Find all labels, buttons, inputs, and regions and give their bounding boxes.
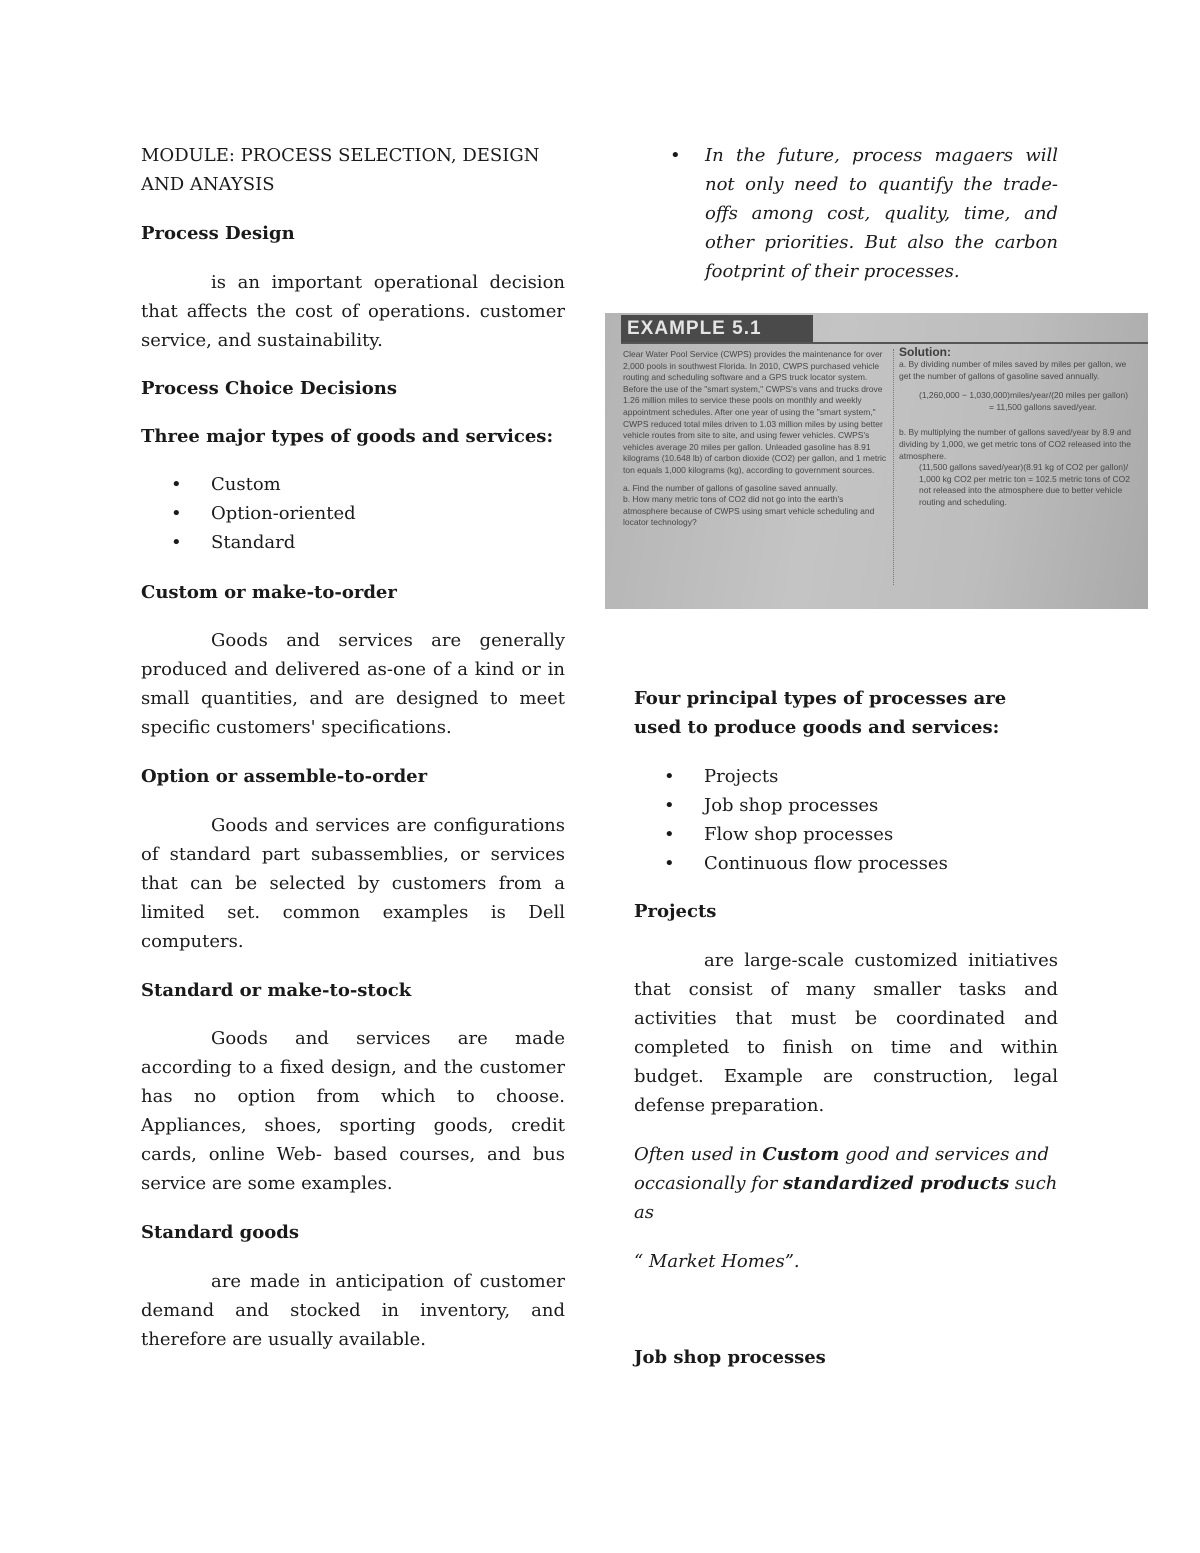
example-photo xyxy=(605,313,1148,609)
process-types-list xyxy=(634,762,948,878)
list-item: • Option-oriented xyxy=(141,499,356,528)
example-solution xyxy=(899,345,1135,509)
process-design-heading: Process Design xyxy=(141,223,295,244)
often-used-part: good and services and occasionally for xyxy=(634,1144,1050,1194)
market-homes: “ Market Homes”. xyxy=(634,1251,800,1272)
example-banner: EXAMPLE 5.1 xyxy=(621,315,813,343)
standard-goods-text: are made in anticipation of customer demand and stocked in inventory, and therefore are usually available. xyxy=(141,1271,565,1350)
list-item: • Custom xyxy=(141,470,356,499)
often-used-standardized: standardized products xyxy=(783,1173,1010,1194)
solution-a-result: = 11,500 gallons saved/year. xyxy=(989,401,1097,412)
list-item: • Job shop processes xyxy=(634,791,948,820)
projects-text: are large-scale customized initiatives that consist of many smaller tasks and activities that must be coordinated and completed to finish on time and within budget. Example are construction, legal defense preparation. xyxy=(634,950,1058,1116)
list-item: • Continuous flow processes xyxy=(634,849,948,878)
process-choice-heading: Process Choice Decisions xyxy=(141,378,397,399)
example-divider xyxy=(893,349,894,585)
standard-heading: Standard or make-to-stock xyxy=(141,980,412,1001)
process-design-text: is an important operational decision that affects the cost of operations. customer service, and sustainability. xyxy=(141,272,565,351)
custom-heading: Custom or make-to-order xyxy=(141,582,397,603)
solution-a: a. By dividing number of miles saved by miles per gallon, we get the number of gallons of gasoline saved annually. xyxy=(899,359,1127,381)
job-shop-heading: Job shop processes xyxy=(634,1347,826,1368)
four-types-heading: Four principal types of processes are used to produce goods and services: xyxy=(634,688,1007,738)
standard-text: Goods and services are made according to a fixed design, and the customer has no option from which to choose. Appliances, shoes, sporting goods, credit cards, online Web- based courses, and bus service are some examples. xyxy=(141,1028,565,1194)
option-heading: Option or assemble-to-order xyxy=(141,766,428,787)
future-note: • In the future, process magaers will not only need to quantify the trade-offs among cost, quality, time, and other priorities. But also the carbon footprint of their processes. xyxy=(634,141,1058,286)
projects-heading: Projects xyxy=(634,901,717,922)
solution-a-calc: (1,260,000 − 1,030,000)miles/year/(20 miles per gallon) xyxy=(919,390,1129,401)
solution-b-calc: (11,500 gallons saved/year)(8.91 kg of CO2 per gallon)/ 1,000 kg CO2 per metric ton = 102.5 metric tons of CO2 not released into the atmosphere due to better vehicle routing and scheduling. xyxy=(919,462,1130,507)
future-list xyxy=(634,141,1058,286)
example-question-b: b. How many metric tons of CO2 did not go into the earth's atmosphere because of CWPS using smart vehicle scheduling and locator technology? xyxy=(623,494,875,528)
option-text: Goods and services are configurations of standard part subassemblies, or services that can be selected by customers from a limited set. common examples is Dell computers. xyxy=(141,815,565,952)
list-item: • Projects xyxy=(634,762,948,791)
often-used-custom: Custom xyxy=(762,1144,840,1165)
list-item: • Flow shop processes xyxy=(634,820,948,849)
solution-b: b. By multiplying the number of gallons saved/year by 8.9 and dividing by 1,000, we get metric tons of CO2 released into the atmosphere. xyxy=(899,427,1131,461)
list-item: • Standard xyxy=(141,528,356,557)
often-used-note xyxy=(634,1140,1058,1227)
three-types-heading: Three major types of goods and services: xyxy=(141,426,554,447)
solution-heading: Solution: xyxy=(899,345,951,359)
often-used-part: such as xyxy=(634,1173,1058,1223)
standard-goods-heading: Standard goods xyxy=(141,1222,299,1243)
example-problem xyxy=(623,349,887,529)
module-title: MODULE: PROCESS SELECTION, DESIGN AND ANAYSIS xyxy=(141,145,540,195)
goods-types-list xyxy=(141,470,356,557)
example-question-a: a. Find the number of gallons of gasoline saved annually. xyxy=(623,482,838,493)
custom-text: Goods and services are generally produced and delivered as-one of a kind or in small quantities, and are designed to meet specific customers' specifications. xyxy=(141,630,565,738)
often-used-part: Often used in xyxy=(634,1144,763,1165)
example-body: Clear Water Pool Service (CWPS) provides the maintenance for over 2,000 pools in southwest Florida. In 2010, CWPS purchased vehicle routing and scheduling software and a GPS truck locator system. Before the use of the "smart system," CWPS's vans and trucks drove 1.26 million miles to service these pools on monthly and weekly appointment schedules. After one year of using the "smart system," CWPS reduced total miles driven to 1.03 million miles by using better vehicle routes from site to site, and using fewer vehicles. CWPS's vehicles average 20 miles per gallon. Unleaded gasoline has 8.91 kilograms (10.648 lb) of carbon dioxide (CO2) per gallon, and 1 metric ton equals 1,000 kilograms (kg), according to government sources. xyxy=(623,349,887,475)
example-rule xyxy=(621,342,1148,344)
